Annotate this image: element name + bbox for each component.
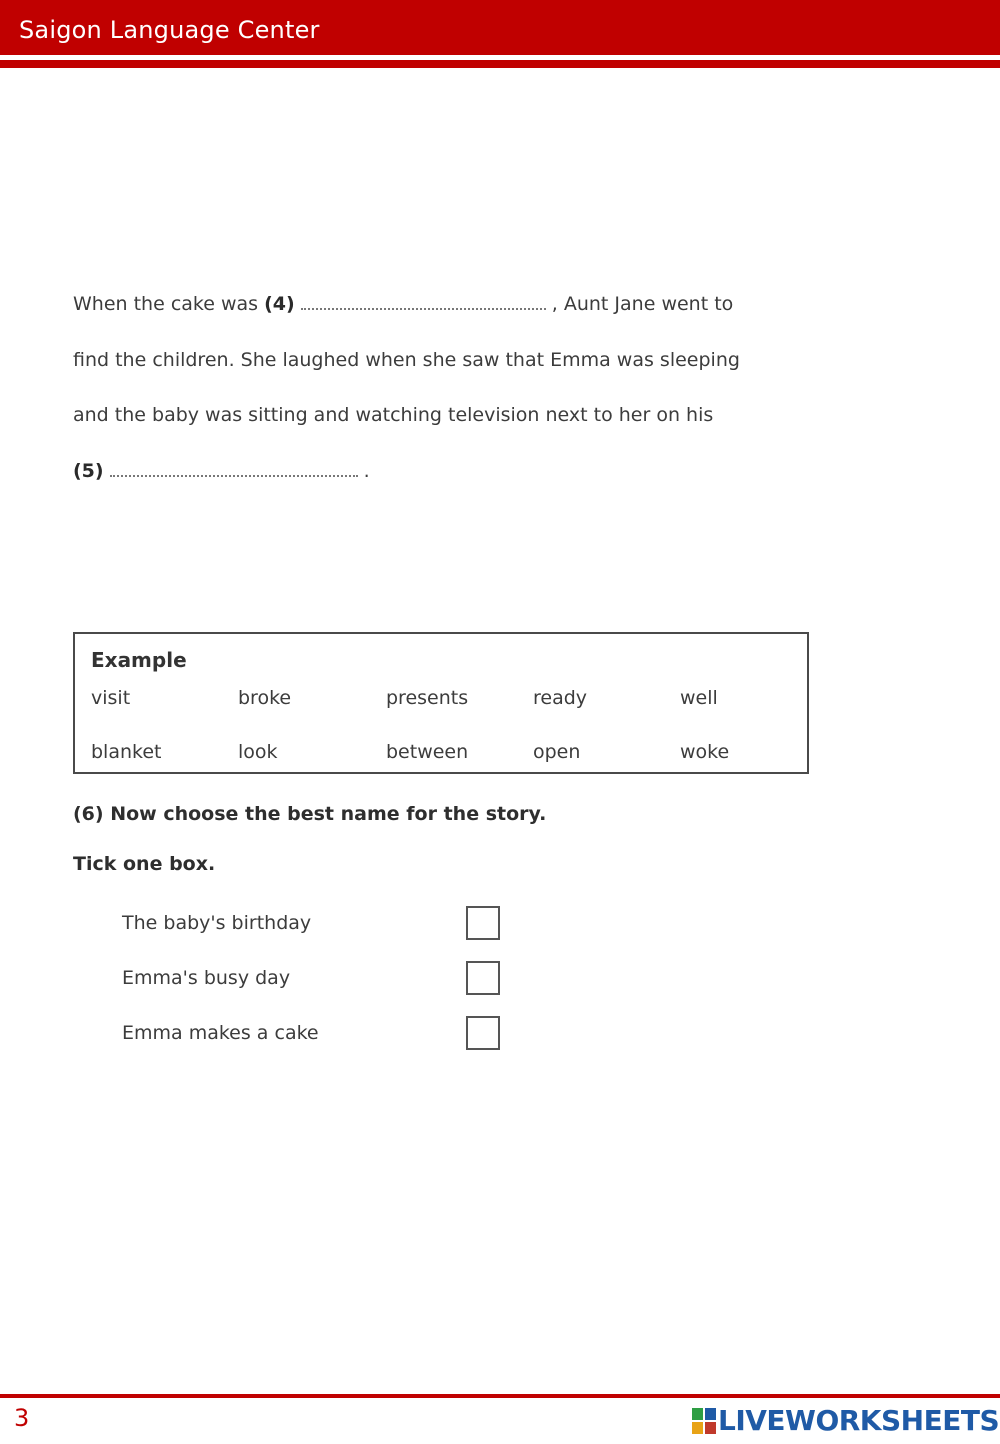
blank-4-number: (4) [264,293,295,315]
question-6-instruction: Tick one box. [73,853,216,875]
header-bar [0,0,1000,55]
liveworksheets-logo-icon [692,1408,716,1434]
word-bank-word: woke [680,741,730,763]
word-bank-word: well [680,687,718,709]
page-number: 3 [14,1404,30,1432]
word-bank-word: blanket [91,741,162,763]
word-bank-word: open [533,741,581,763]
option-label: Emma makes a cake [122,1022,319,1044]
word-bank-word: look [238,741,278,763]
story-line-1 [73,293,733,315]
word-bank-word: broke [238,687,292,709]
word-bank-word: presents [386,687,469,709]
story-line-3: and the baby was sitting and watching television next to her on his [73,404,714,426]
blank-4-input[interactable] [301,294,546,310]
option-checkbox[interactable] [466,1016,500,1050]
word-bank-word: visit [91,687,131,709]
option-checkbox[interactable] [466,906,500,940]
option-checkbox[interactable] [466,961,500,995]
word-bank-word: ready [533,687,588,709]
header-divider [0,60,1000,68]
footer-divider [0,1394,1000,1398]
option-label: The baby's birthday [122,912,312,934]
option-label: Emma's busy day [122,967,291,989]
story-line-4-suffix: . [357,460,370,482]
blank-5-number: (5) [73,460,104,482]
word-bank-word: between [386,741,469,763]
blank-5-input[interactable] [110,461,358,477]
story-line-2: find the children. She laughed when she saw that Emma was sleeping [73,349,740,371]
header-title: Saigon Language Center [19,16,320,44]
question-6-prompt: (6) Now choose the best name for the story. [73,803,547,825]
story-line-4 [73,460,370,482]
story-line-1-suffix: , Aunt Jane went to [545,293,734,315]
story-line-1-prefix: When the cake was [73,293,265,315]
liveworksheets-wordmark: LIVEWORKSHEETS [718,1404,1000,1437]
word-bank-title: Example [91,648,187,672]
word-bank-box [73,632,809,774]
